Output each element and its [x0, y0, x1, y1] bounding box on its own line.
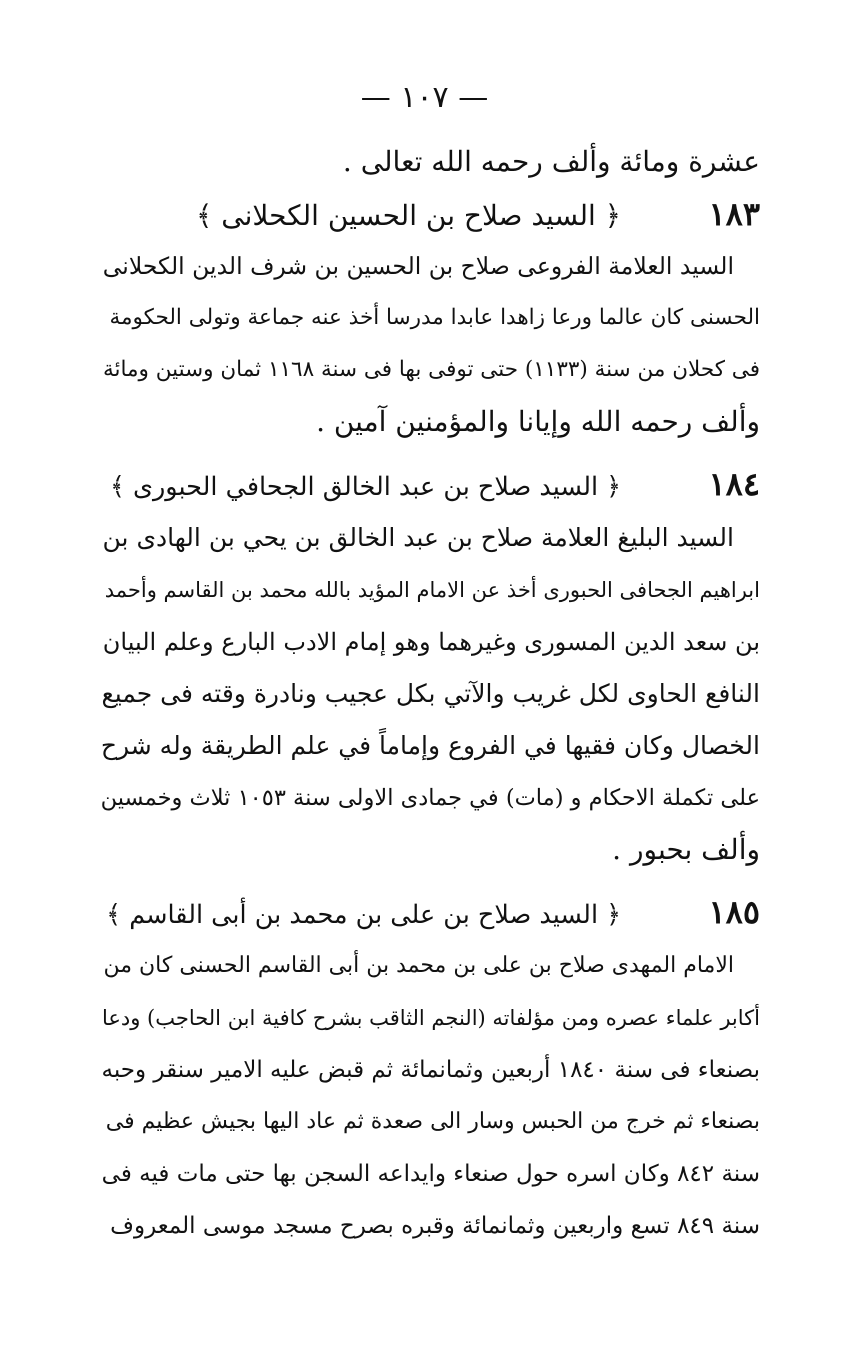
entry-body-185	[100, 940, 760, 1252]
entry-number: ١٨٥	[708, 893, 760, 931]
text-line: بصنعاء ثم خرج من الحبس وسار الى صعدة ثم عاد اليها بجيش عظيم فى	[105, 1109, 760, 1134]
text-line: عشرة ومائة وألف رحمه الله تعالى .	[342, 145, 760, 178]
text-line: النافع الحاوى لكل غريب والآتي بكل عجيب ونادرة وقته فى جميع	[101, 679, 760, 708]
text-line: فى كحلان من سنة (١١٣٣) حتى توفى بها فى سنة ١١٦٨ ثمان وستين ومائة	[102, 357, 760, 382]
text-line: سنة ٨٤٢ وكان اسره حول صنعاء وايداعه السجن بها حتى مات فيه فى	[101, 1161, 760, 1187]
text-line: بصنعاء فى سنة ١٨٤٠ أربعين وثمانمائة ثم قبض عليه الامير سنقر وحبه	[101, 1057, 760, 1083]
text-line: السيد العلامة الفروعى صلاح بن الحسين بن شرف الدين الكحلانى	[102, 252, 734, 280]
text-line: سنة ٨٤٩ تسع واربعين وثمانمائة وقبره بصرح مسجد موسى المعروف	[110, 1213, 760, 1239]
text-line: الخصال وكان فقيها في الفروع وإماماً في علم الطريقة وله شرح	[100, 731, 760, 760]
text-line: أكابر علماء عصره ومن مؤلفاته (النجم الثاقب بشرح كافية ابن الحاجب) ودعا	[101, 1006, 760, 1030]
page-number: — ١٠٧ —	[360, 80, 489, 115]
entry-heading-184	[100, 458, 760, 513]
text-line: بن سعد الدين المسورى وغيرهما وهو إمام الادب البارع وعلم البيان	[102, 628, 760, 656]
text-line: وألف رحمه الله وإيانا والمؤمنين آمين .	[316, 405, 760, 438]
text-line: ابراهيم الجحافى الحبورى أخذ عن الامام المؤيد بالله محمد بن القاسم وأحمد	[104, 578, 760, 602]
entry-number: ١٨٣	[708, 195, 760, 233]
entry-title: ﴿ السيد صلاح بن على بن محمد بن أبى القاسم ﴾	[106, 900, 622, 930]
entry-body-184	[100, 512, 760, 876]
text-line: السيد البليغ العلامة صلاح بن عبد الخالق بن يحي بن الهادى بن	[102, 523, 734, 552]
entry-heading-185	[100, 886, 760, 941]
intro-paragraph	[100, 136, 760, 188]
text-line: الامام المهدى صلاح بن على بن محمد بن أبى القاسم الحسنى كان من	[103, 953, 734, 978]
entry-title: ﴿ السيد صلاح بن عبد الخالق الجحافي الحبورى ﴾	[109, 472, 622, 502]
text-line: على تكملة الاحكام و (مات) في جمادى الاولى سنة ١٠٥٣ ثلاث وخمسين	[100, 785, 760, 811]
text-line: وألف بحبور .	[612, 833, 760, 866]
entry-heading-183	[100, 188, 760, 242]
text-line: الحسنى كان عالما ورعا زاهدا عابدا مدرسا أخذ عنه جماعة وتولى الحكومة	[109, 305, 760, 330]
entry-title: ﴿ السيد صلاح بن الحسين الكحلانى ﴾	[195, 199, 622, 232]
entry-body-183	[100, 240, 760, 448]
entry-number: ١٨٤	[708, 465, 760, 503]
